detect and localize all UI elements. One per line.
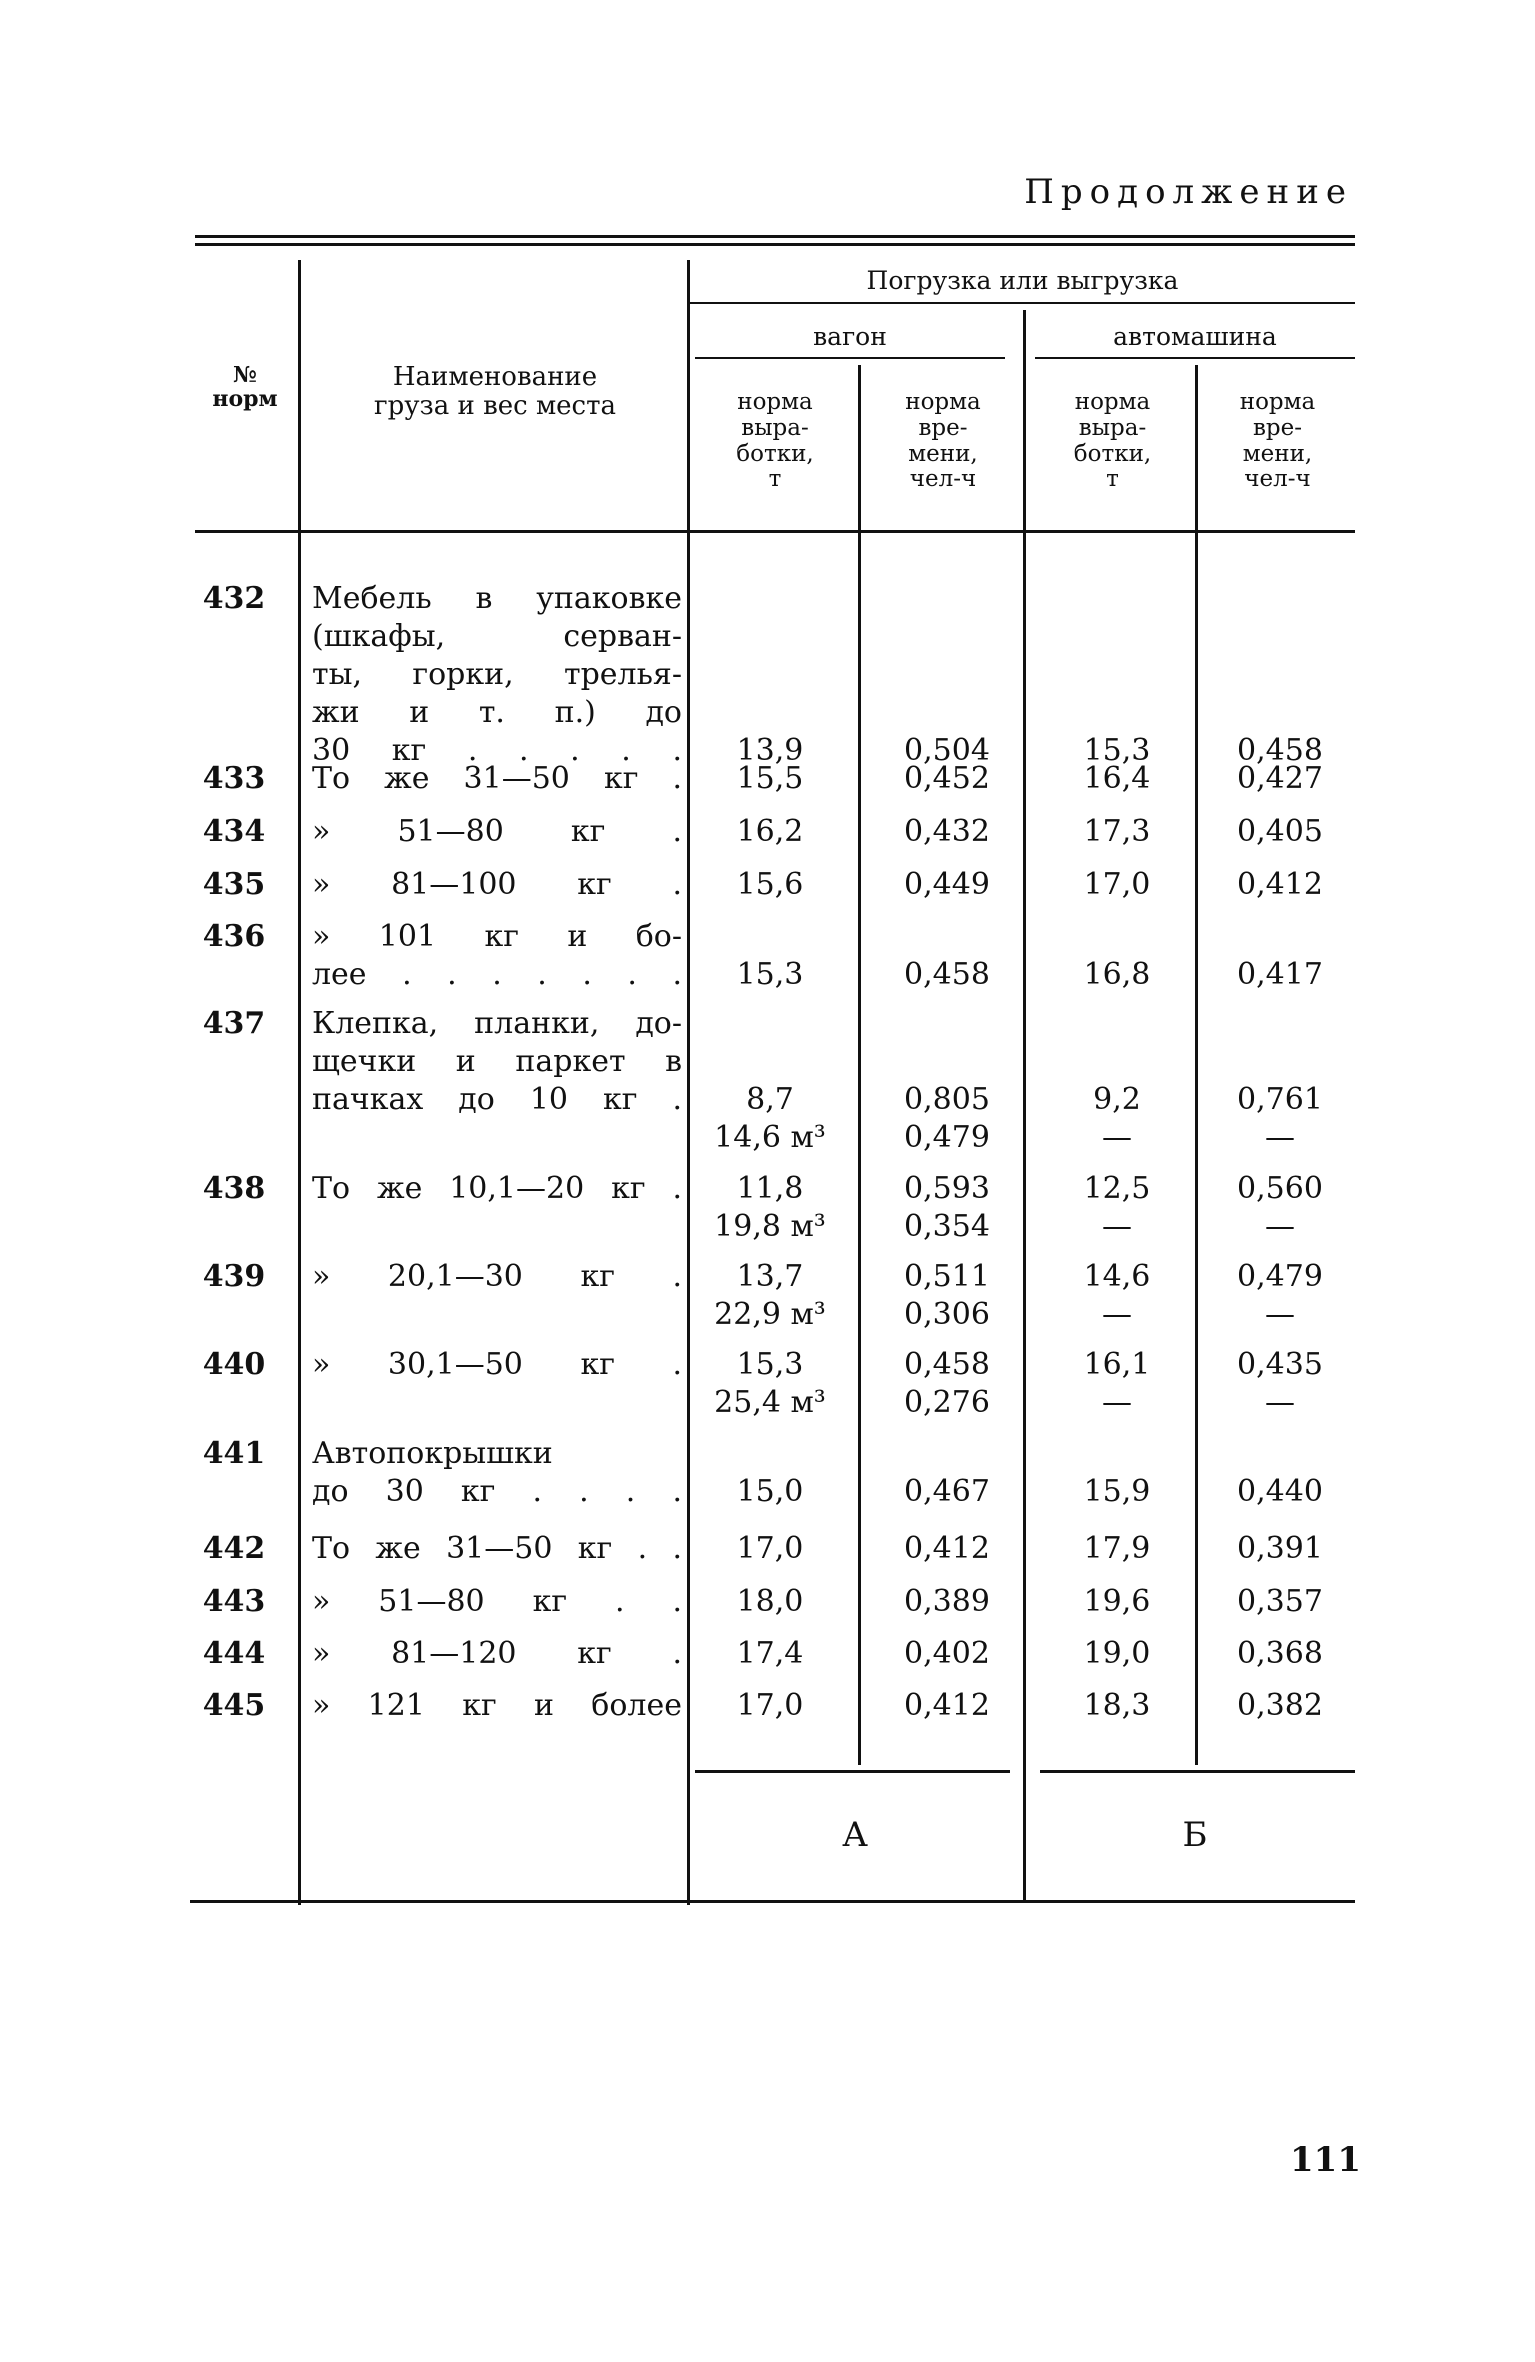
truck-time-value: 0,412 (1237, 867, 1323, 902)
truck-time-cell (1205, 956, 1355, 994)
header-num: № норм (212, 362, 278, 413)
vagon-output-value: 14,6 м³ (714, 1120, 826, 1155)
row-number: 436 (202, 919, 266, 954)
row-number: 435 (202, 867, 266, 902)
vagon-time-cell (867, 1258, 1027, 1334)
vagon-output-cell (695, 1530, 845, 1568)
vagon-time-value: 0,276 (904, 1385, 990, 1420)
vagon-time-value: 0,805 (904, 1082, 990, 1117)
cargo-name (312, 1583, 682, 1621)
truck-time-value: 0,427 (1237, 761, 1323, 796)
vagon-output-cell (695, 866, 845, 904)
cargo-name (312, 760, 682, 798)
cargo-name (312, 1687, 682, 1725)
vagon-time-value: 0,458 (904, 957, 990, 992)
vagon-time-cell (867, 1473, 1027, 1511)
divider-name-values (687, 260, 690, 1905)
vagon-time-value: 0,402 (904, 1636, 990, 1671)
cargo-name (312, 813, 682, 851)
cargo-name-line: пачках до 10 кг . (312, 1082, 682, 1117)
truck-output-value: 9,2 (1093, 1082, 1141, 1117)
truck-output-cell (1037, 956, 1197, 994)
vagon-output-cell (695, 1258, 845, 1334)
vagon-time-cell (867, 1346, 1027, 1422)
vagon-output-cell (695, 1081, 845, 1157)
truck-time-cell (1205, 1635, 1355, 1673)
vagon-output-value: 15,6 (736, 867, 804, 902)
vagon-output-cell (695, 1346, 845, 1422)
row-number: 432 (202, 581, 266, 616)
vagon-time-value: 0,449 (904, 867, 990, 902)
divider-num-name (298, 260, 301, 1905)
truck-time-cell (1205, 866, 1355, 904)
cargo-name-line: » 101 кг и бо- (312, 919, 682, 954)
truck-time-value: 0,382 (1237, 1688, 1323, 1723)
page-number: 111 (1290, 2140, 1361, 2180)
truck-time-value: 0,417 (1237, 957, 1323, 992)
vagon-output-value: 16,2 (736, 814, 804, 849)
vagon-time-value: 0,479 (904, 1120, 990, 1155)
footer-label-b: Б (1182, 1815, 1208, 1855)
vagon-output-cell (695, 813, 845, 851)
cargo-name (312, 1435, 682, 1511)
cargo-name-line: до 30 кг . . . . (312, 1474, 682, 1509)
cargo-name-line: » 121 кг и более (312, 1688, 682, 1723)
header-name: Наименование груза и вес места (373, 362, 616, 421)
vagon-time-cell (867, 956, 1027, 994)
truck-time-cell (1205, 1258, 1355, 1334)
truck-time-value: 0,479 (1237, 1259, 1323, 1294)
vagon-output-value: 17,0 (736, 1531, 804, 1566)
vagon-time-cell (867, 760, 1027, 798)
cargo-name-line: Мебель в упаковке (312, 581, 682, 616)
truck-output-value: — (1102, 1297, 1132, 1332)
truck-output-cell (1037, 1081, 1197, 1157)
truck-output-value: — (1102, 1385, 1132, 1420)
truck-time-cell (1205, 813, 1355, 851)
cargo-name-line: То же 31—50 кг . (312, 761, 682, 796)
vagon-time-cell (867, 1635, 1027, 1673)
cargo-name-line: ты, горки, трелья- (312, 657, 682, 692)
bottom-rule (190, 1900, 1355, 1903)
truck-time-cell (1205, 1346, 1355, 1422)
cargo-name-line: » 30,1—50 кг . (312, 1347, 682, 1382)
truck-time-cell (1205, 1473, 1355, 1511)
vagon-output-value: 18,0 (736, 1584, 804, 1619)
vagon-time-value: 0,467 (904, 1474, 990, 1509)
vagon-time-value: 0,412 (904, 1531, 990, 1566)
continued-label: Продолжение (1024, 172, 1353, 212)
truck-output-value: 16,1 (1083, 1347, 1151, 1382)
cargo-name-line: » 51—80 кг . . (312, 1584, 682, 1619)
truck-time-value: 0,761 (1237, 1082, 1323, 1117)
cargo-name (312, 1346, 682, 1384)
vagon-output-cell (695, 1473, 845, 1511)
sub-b-rule (1035, 357, 1355, 359)
vagon-output-value: 13,7 (736, 1259, 804, 1294)
cargo-name-line: (шкафы, серван- (312, 619, 682, 654)
cargo-name-line: То же 10,1—20 кг . (312, 1171, 682, 1206)
vagon-time-cell (867, 1583, 1027, 1621)
vagon-output-cell (695, 956, 845, 994)
vagon-output-value: 22,9 м³ (714, 1297, 826, 1332)
cargo-name-line: » 51—80 кг . (312, 814, 682, 849)
vagon-output-cell (695, 1635, 845, 1673)
vagon-time-value: 0,389 (904, 1584, 990, 1619)
truck-output-cell (1037, 1583, 1197, 1621)
truck-time-cell (1205, 1530, 1355, 1568)
vagon-time-cell (867, 1081, 1027, 1157)
truck-time-value: 0,560 (1237, 1171, 1323, 1206)
cargo-name-line: » 20,1—30 кг . (312, 1259, 682, 1294)
truck-time-cell (1205, 1583, 1355, 1621)
cargo-name (312, 1005, 682, 1119)
vagon-output-value: 15,5 (736, 761, 804, 796)
truck-output-value: 15,3 (1083, 733, 1151, 768)
vagon-output-cell (695, 1687, 845, 1725)
truck-output-value: 16,4 (1083, 761, 1151, 796)
truck-time-value: 0,458 (1237, 733, 1323, 768)
norms-table (195, 235, 1355, 1905)
cargo-name (312, 918, 682, 994)
header-group: Погрузка или выгрузка (866, 266, 1179, 295)
truck-time-cell (1205, 1687, 1355, 1725)
truck-time-value: — (1265, 1297, 1295, 1332)
vagon-output-cell (695, 1583, 845, 1621)
row-number: 441 (202, 1436, 266, 1471)
truck-output-value: 12,5 (1083, 1171, 1151, 1206)
row-number: 437 (202, 1006, 266, 1041)
vagon-output-value: 19,8 м³ (714, 1209, 826, 1244)
truck-output-cell (1037, 813, 1197, 851)
vagon-time-value: 0,306 (904, 1297, 990, 1332)
truck-output-cell (1037, 1635, 1197, 1673)
top-rule-2 (195, 243, 1355, 246)
header-bottom-rule (195, 530, 1355, 533)
cargo-name (312, 1258, 682, 1296)
header-col-a2: норма вре- мени, чел-ч (905, 389, 981, 493)
truck-time-value: — (1265, 1209, 1295, 1244)
row-number: 439 (202, 1259, 266, 1294)
vagon-time-cell (867, 1530, 1027, 1568)
header-sub-b: автомашина (1113, 322, 1277, 351)
truck-output-cell (1037, 1530, 1197, 1568)
vagon-output-value: 17,0 (736, 1688, 804, 1723)
vagon-output-value: 15,0 (736, 1474, 804, 1509)
row-number: 434 (202, 814, 266, 849)
vagon-output-value: 13,9 (736, 733, 804, 768)
truck-output-value: 17,0 (1083, 867, 1151, 902)
truck-time-cell (1205, 760, 1355, 798)
truck-time-value: 0,391 (1237, 1531, 1323, 1566)
vagon-output-value: 15,3 (736, 957, 804, 992)
vagon-output-value: 11,8 (736, 1171, 804, 1206)
vagon-time-value: 0,458 (904, 1347, 990, 1382)
truck-time-cell (1205, 1170, 1355, 1246)
row-number: 433 (202, 761, 266, 796)
cargo-name (312, 580, 682, 770)
cargo-name-line: Клепка, планки, до- (312, 1006, 682, 1041)
truck-output-cell (1037, 1170, 1197, 1246)
cargo-name (312, 1635, 682, 1673)
vagon-time-value: 0,412 (904, 1688, 990, 1723)
cargo-name-line: » 81—120 кг . (312, 1636, 682, 1671)
cargo-name-line: жи и т. п.) до (312, 695, 682, 730)
row-number: 440 (202, 1347, 266, 1382)
truck-output-cell (1037, 1346, 1197, 1422)
cargo-name-line: лее . . . . . . . (312, 957, 682, 992)
row-number: 445 (202, 1688, 266, 1723)
vagon-output-value: 15,3 (736, 1347, 804, 1382)
header-col-a1: норма выра- ботки, т (736, 389, 814, 493)
cargo-name-line: Автопокрышки (312, 1436, 553, 1471)
vagon-time-cell (867, 1170, 1027, 1246)
truck-output-value: 17,9 (1083, 1531, 1151, 1566)
cargo-name-line: » 81—100 кг . (312, 867, 682, 902)
truck-output-value: 14,6 (1083, 1259, 1151, 1294)
truck-output-value: 17,3 (1083, 814, 1151, 849)
header-sub-a: вагон (813, 322, 887, 351)
truck-output-cell (1037, 1473, 1197, 1511)
top-rule (195, 235, 1355, 238)
cargo-name-line: То же 31—50 кг . . (312, 1531, 682, 1566)
vagon-time-value: 0,452 (904, 761, 990, 796)
truck-time-cell (1205, 1081, 1355, 1157)
group-rule (687, 302, 1355, 304)
row-number: 438 (202, 1171, 266, 1206)
vagon-output-value: 8,7 (746, 1082, 794, 1117)
divider-a1-a2-body (858, 535, 861, 1765)
vagon-time-cell (867, 1687, 1027, 1725)
truck-time-value: — (1265, 1385, 1295, 1420)
footer-rule-b (1040, 1770, 1355, 1773)
cargo-name (312, 1530, 682, 1568)
header-col-b2: норма вре- мени, чел-ч (1239, 389, 1316, 493)
truck-time-value: — (1265, 1120, 1295, 1155)
vagon-time-value: 0,593 (904, 1171, 990, 1206)
vagon-time-cell (867, 866, 1027, 904)
truck-output-cell (1037, 1687, 1197, 1725)
vagon-time-value: 0,504 (904, 733, 990, 768)
vagon-output-cell (695, 1170, 845, 1246)
truck-time-value: 0,435 (1237, 1347, 1323, 1382)
footer-rule-a (695, 1770, 1010, 1773)
cargo-name (312, 1170, 682, 1208)
truck-time-value: 0,357 (1237, 1584, 1323, 1619)
truck-output-value: 19,0 (1083, 1636, 1151, 1671)
truck-time-value: 0,368 (1237, 1636, 1323, 1671)
vagon-output-value: 17,4 (736, 1636, 804, 1671)
vagon-output-value: 25,4 м³ (714, 1385, 826, 1420)
row-number: 442 (202, 1531, 266, 1566)
row-number: 443 (202, 1584, 266, 1619)
divider-a1-a2 (858, 365, 861, 555)
vagon-time-value: 0,511 (904, 1259, 990, 1294)
truck-output-value: 18,3 (1083, 1688, 1151, 1723)
truck-time-value: 0,405 (1237, 814, 1323, 849)
truck-output-value: — (1102, 1209, 1132, 1244)
truck-output-cell (1037, 1258, 1197, 1334)
truck-time-value: 0,440 (1237, 1474, 1323, 1509)
truck-output-cell (1037, 866, 1197, 904)
truck-output-cell (1037, 760, 1197, 798)
truck-output-value: 15,9 (1083, 1474, 1151, 1509)
footer-label-a: А (842, 1815, 868, 1855)
truck-output-value: — (1102, 1120, 1132, 1155)
vagon-time-value: 0,354 (904, 1209, 990, 1244)
sub-a-rule (695, 357, 1005, 359)
vagon-time-value: 0,432 (904, 814, 990, 849)
cargo-name-line: щечки и паркет в (312, 1044, 682, 1079)
cargo-name (312, 866, 682, 904)
vagon-output-cell (695, 760, 845, 798)
truck-output-value: 19,6 (1083, 1584, 1151, 1619)
row-number: 444 (202, 1636, 266, 1671)
truck-output-value: 16,8 (1083, 957, 1151, 992)
header-col-b1: норма выра- ботки, т (1073, 389, 1152, 493)
vagon-time-cell (867, 813, 1027, 851)
cargo-name-line: 30 кг . . . . . (312, 733, 682, 768)
